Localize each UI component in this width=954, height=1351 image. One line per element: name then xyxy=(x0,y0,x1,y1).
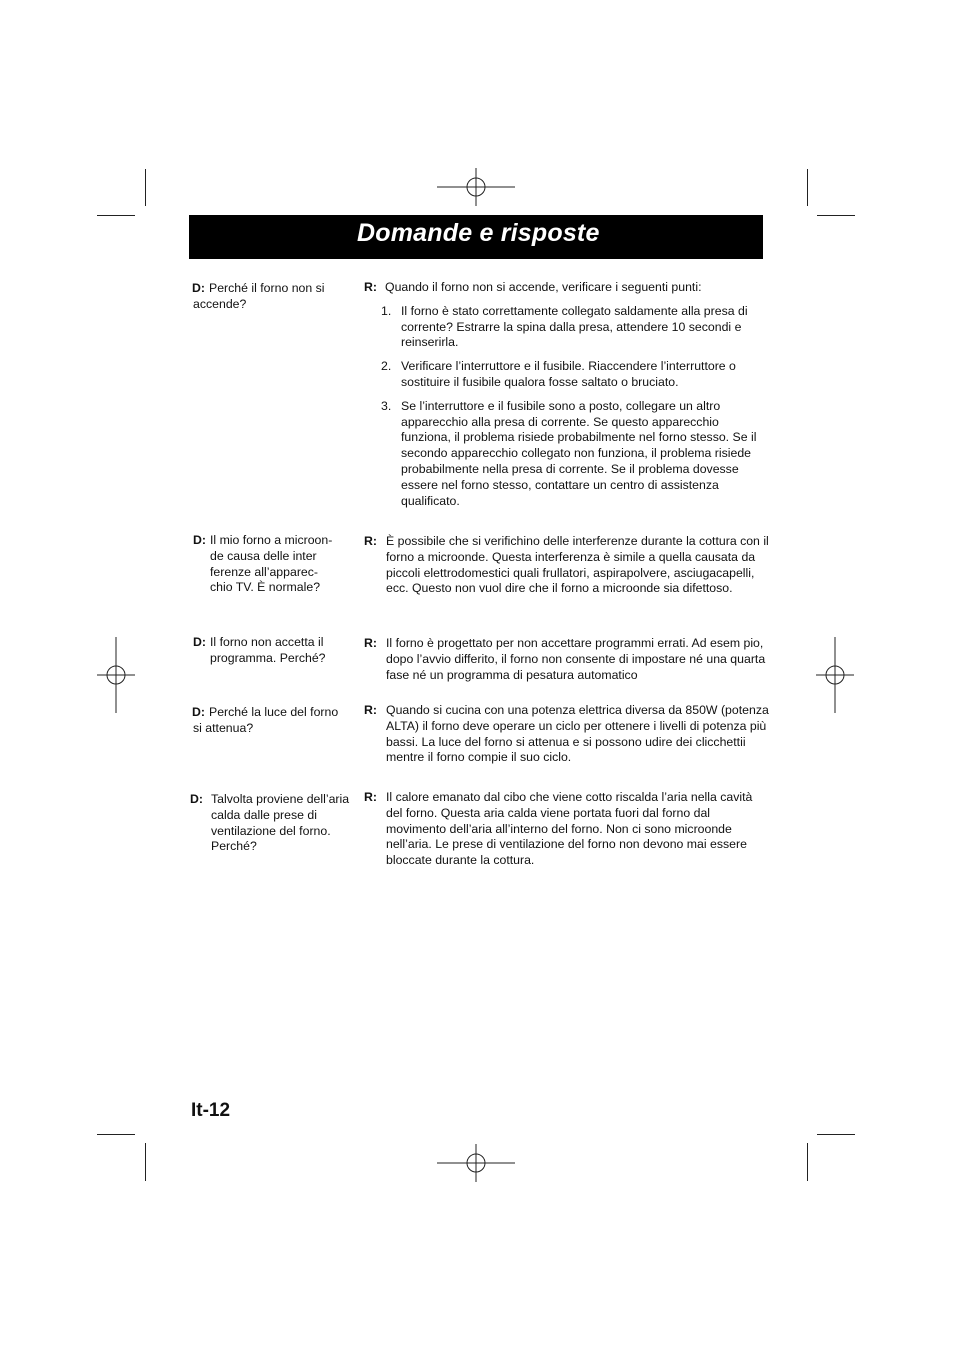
list-number: 2. xyxy=(381,359,392,374)
question-label: D: xyxy=(192,705,205,719)
page-title: Domande e risposte xyxy=(357,219,600,247)
crop-mark-bottom-right-vertical xyxy=(807,1143,808,1181)
answer-list-item xyxy=(381,359,774,391)
list-item-text: Se l’interruttore e il fusibile sono a posto, collegare un altro apparecchio alla presa di corrente. Se questo apparecchio funziona, il problema risiede probabilmente nel forno stesso. Se il secondo apparecchio collegato non funziona, il problema risiede probabilmente nella presa di corrente. Se il problema dovesse essere nel forno stesso, contattare un centro di assistenza qualificato. xyxy=(401,398,757,508)
question-3 xyxy=(193,635,343,667)
answer-list-item xyxy=(381,398,774,510)
question-label: D: xyxy=(193,635,206,649)
answer-4 xyxy=(364,703,774,766)
crop-mark-bottom-left-horizontal xyxy=(97,1134,135,1135)
answer-intro: Quando il forno non si accende, verificare i seguenti punti: xyxy=(385,280,702,294)
list-item-text: Il forno è stato correttamente collegato saldamente alla presa di corrente? Estrarre la spina dalla presa, attendere 10 secondi e reinserirla. xyxy=(401,303,748,350)
list-number: 3. xyxy=(381,398,392,413)
question-5 xyxy=(190,792,355,855)
answer-text: Quando si cucina con una potenza elettrica diversa da 850W (potenza ALTA) il forno deve operare un ciclo per ottenere i livelli di potenza più bassi. La luce del forno si attenua e si possono udire dei clicchettii mentre il forno compie il suo ciclo. xyxy=(386,703,769,765)
crop-mark-top-left-horizontal xyxy=(97,215,135,216)
crop-mark-bottom-left-vertical xyxy=(145,1143,146,1181)
question-text: Perché il forno non si accende? xyxy=(193,281,325,311)
question-text: Il mio forno a microon-de causa delle inter ferenze all’apparec-chio TV. È normale? xyxy=(210,533,333,595)
question-text: Il forno non accetta il programma. Perché? xyxy=(210,635,326,665)
answer-label: R: xyxy=(364,534,377,548)
answer-list-item xyxy=(381,303,774,351)
registration-mark-top-icon xyxy=(437,168,515,206)
question-text: Perché la luce del forno si attenua? xyxy=(193,705,339,735)
question-2 xyxy=(193,533,343,596)
question-1 xyxy=(192,281,342,313)
answer-text: Il forno è progettato per non accettare programmi errati. Ad esem pio, dopo l’avvio differito, il forno non consente di impostare né una quarta fase né un programma di pesatura automatico xyxy=(386,636,766,682)
crop-mark-bottom-right-horizontal xyxy=(817,1134,855,1135)
answer-label: R: xyxy=(364,790,377,804)
question-label: D: xyxy=(190,792,203,806)
list-item-text: Verificare l’interruttore e il fusibile. Riaccendere l’interruttore o sostituire il fusibile qualora fosse saltato o bruciato. xyxy=(401,359,736,389)
answer-5 xyxy=(364,790,774,869)
answer-text: Il calore emanato dal cibo che viene cotto riscalda l’aria nella cavità del forno. Questa aria calda viene portata fuori dal forno dal movimento dell’aria all’interno del forno. Non ci sono microonde nell’aria. Le prese di ventilazione del forno non devono mai essere bloccate durante la cottura. xyxy=(386,790,753,868)
question-text: Talvolta proviene dell’aria calda dalle prese di ventilazione del forno. Perché? xyxy=(211,792,350,854)
answer-label: R: xyxy=(364,703,377,717)
list-number: 1. xyxy=(381,303,392,318)
answer-label: R: xyxy=(364,636,377,650)
question-4 xyxy=(192,705,352,737)
answer-1 xyxy=(364,280,774,509)
registration-mark-left-icon xyxy=(97,637,135,713)
crop-mark-top-right-horizontal xyxy=(817,215,855,216)
crop-mark-top-left-vertical xyxy=(145,169,146,206)
crop-mark-top-right-vertical xyxy=(807,169,808,206)
page-number: It-12 xyxy=(191,1100,231,1121)
answer-label: R: xyxy=(364,280,377,294)
title-bar xyxy=(189,215,763,259)
registration-mark-bottom-icon xyxy=(437,1144,515,1182)
question-label: D: xyxy=(193,533,206,547)
answer-text: È possibile che si verifichino delle interferenze durante la cottura con il forno a microonde. Questa interferenza è simile a quella causata da piccoli elettrodomestici quali frullatori, aspirapolvere, asciugacapelli, ecc. Questo non vuol dire che il forno a microonde sia difettoso. xyxy=(386,534,769,596)
question-label: D: xyxy=(192,281,205,295)
answer-2 xyxy=(364,534,774,597)
registration-mark-right-icon xyxy=(816,637,854,713)
answer-3 xyxy=(364,636,774,683)
